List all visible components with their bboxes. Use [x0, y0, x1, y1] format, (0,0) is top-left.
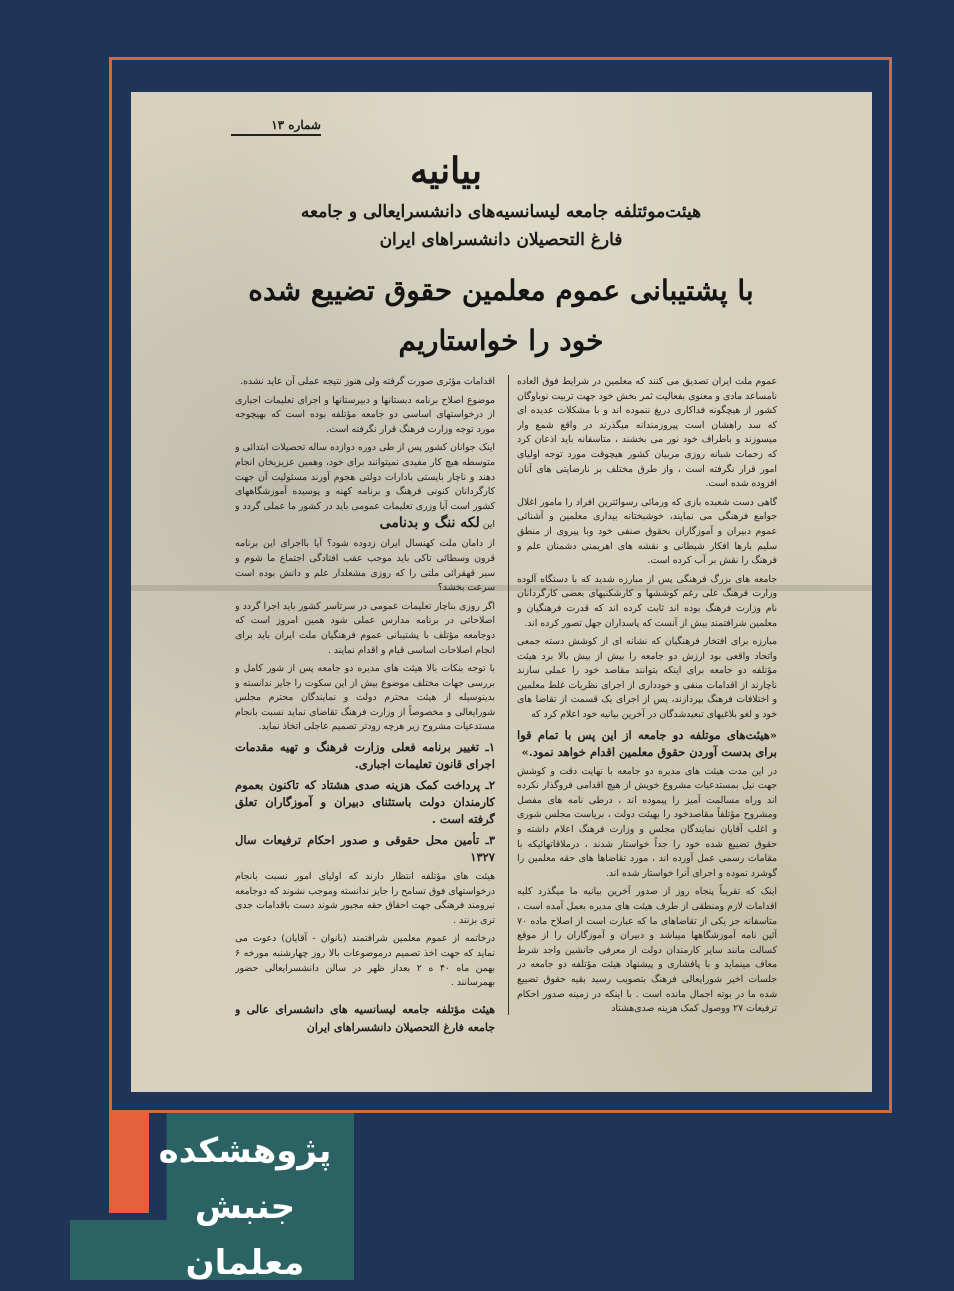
quoted-statement: «هیئت‌های موتلفه دو جامعه از این پس با تمام قوا برای بدست آوردن حقوق معلمین اقدام خواهد نمود.» [517, 727, 777, 759]
brand-line-2: جنبش معلمان [185, 1187, 305, 1283]
paragraph: جامعه های بزرگ فرهنگی پس از مبارزه شدید که با دستگاه آلوده وزارت فرهنگ علی رغم کوششها و کارشکنیهای بعضی کارگردانان نام وزارت فرهنگ بوده اند ثابت کرده اند که قدرت فرهنگیان و معلمین شرافتمند بیش از آنست که پاسداران جهل تصور کرده اند. [517, 573, 777, 629]
subtitle-line-1: هیئت‌موئتلفه جامعه لیسانسیه‌های دانشسرایعالی و جامعه [300, 202, 702, 222]
paragraph-text: اینک جوانان کشور پس از طی دوره دوازده ساله تحصیلات ابتدائی و متوسطه هیچ کار مفیدی نمیتوانند برای خود، وهمین عزیزبخان انجام دهند و ناچار بایستی بادارات دولتی هجوم آورند مسئولیت آن جهت کارگردانان کنونی فرهنگ و برنامه کهنه و پوسیده آموزشگاههای کشور است آیا وزری تعلیمات عمومی باید در کشور ما عملی گردد و این [235, 442, 495, 531]
demand-item-3: ۳ـ تأمین محل حقوقی و صدور احکام ترفیعات سال ۱۳۲۷ [235, 833, 495, 865]
column-divider [508, 375, 509, 1015]
newspaper-page [131, 92, 872, 1092]
paragraph: گاهی دست شعبده بازی که ورمائی رسوائترین افراد را مامور اغلال جوامع فرهنگی می نمایند، خوشبختانه بیداری معلمین و آشنائی عموم دبیران و آموزگاران بحقوق صنفی خود وبا پیروی از منطق سلیم بارها افکار شیطانی و نقشه های اهریمنی دشمنان علم و فرهنگ را نقش بر آب کرده است. [517, 496, 777, 567]
paragraph: اگر روزی بناچار تعلیمات عمومی در سرتاسر کشور باید اجرا گردد و اصلاحاتی در برنامه مدارس عملی شود همین امروز است که دوجامعه مؤتلف با پشتیبانی عموم فرهنگیان ملت ایران باید برای انجام اصلاحات اساسی قیام و اقدام نمایند . [235, 600, 495, 656]
paragraph: موضوع اصلاح برنامه دبستانها و دبیرستانها و اجرای تعلیمات اجباری از درخواستهای اساسی دو جامعه مؤتلفه بوده است که بهیچوجه مورد توجه وزارت فرهنگ قرار نگرفته است. [235, 394, 495, 435]
brand-logo-text [140, 1123, 350, 1291]
page-title: بیانیه [409, 150, 483, 192]
demand-item-2: ۲ـ پرداخت کمک هزینه صدی هشتاد که تاکنون بعموم کارمندان دولت باستثنای دبیران و آموزگاران تعلق گرفته است . [235, 778, 495, 827]
left-text-column [235, 375, 495, 1075]
paragraph: در این مدت هیئت های مدیره دو جامعه با نهایت دقت و کوشش جهت نیل بمستدعیات مشروع خویش از هیچ اقدامی فروگذار نکرده اند وراه مسالمت آمیز را پیموده اند ، درطی نامه های مفصل ومشروح مؤتلفاً مقاصدخود را بهیئت دولت ، بریاست مجلس شوری و اغلب آقایان نمایندگان مجلس و وزارت فرهنگ اعلام داشته و حقوق تضییع شده خود را جداً خواستار شدند ، درملاقاتهائیکه با مقامات رسمی عمل آورده اند ، مورد تقاضاها های حقه معلمین را گوشزد نموده و اجرای آنرا خواستار شده اند. [517, 765, 777, 879]
paragraph: از دامان ملت کهنسال ایران زدوده شود؟ آیا بااجرای این برنامه قرون وسطائی تاکی باید موجب عقب افتادگی اجتماع ما شوم و سیر قهقرائی ملتی را که روزی مشعلدار علم و دانش بوده است سرعت بخشد؟ [235, 538, 495, 594]
brand-line-1: پژوهشکده [158, 1131, 332, 1171]
paragraph: با توجه بنکات بالا هیئت های مدیره دو جامعه پس از شور کامل و بررسی جهات مختلف موضوع بیش از این سکوت را جایز ندانسته و بدینوسیله از هیئت محترم دولت و نمایندگان محترم مجلس شورایعالی و مخصوصاً از وزارت فرهنگ تقاضای نماید نسبت بانجام مستدعیات مشروح زیر هرچه زودتر تصمیم عاجلی اتخاذ نماید. [235, 663, 495, 733]
emphasis-phrase: لکه ننگ و بدنامی [379, 515, 480, 532]
paragraph: عموم ملت ایران تصدیق می کنند که معلمین در شرایط فوق العاده نامساعد مادی و معنوی بفعالیت ثمر بخش خود جهت تربیت نوباوگان کشور از هیچگونه فداکاری دریغ ننموده اند و با مشکلات عدیده ای که سد راهشان است پیروزمندانه میگذرند در واقع شمع وار میسوزند و باطراف خود نور می بخشند ، متاسفانه باید اذعان کرد که زحمات شبانه روزی مربیان کشور هیچوقت مورد توجه اولیای امور قرار نگرفته است ، واز طرق مختلف بر نارضایتی های آنان افزوده شده است. [517, 376, 777, 490]
headline-line-2: خود را خواستاریم [398, 324, 604, 357]
right-text-column [517, 375, 777, 1075]
subtitle-line-2: فارغ التحصیلان دانشسراهای ایران [379, 230, 623, 250]
signature-block: هیئت مؤتلفه جامعه لیسانسیه های دانشسرای عالی و جامعه فارغ التحصیلان دانشسراهای ایران [235, 1002, 495, 1034]
paragraph [235, 441, 495, 533]
paragraph: مبارزه برای افتخار فرهنگیان که نشانه ای از کوشش دسته جمعی واتحاد واقعی بود ارزش دو جامعه را بیش از بیش بالا برد هیئت مؤتلفه دو جامعه برای اینکه بتوانند مقاصد خود را عملی سازند ناچارند از اقدامات منفی و خودداری از اجرای نظریات غلط معلمین و اختلافات فرهنگ بپردازند، پس از اجرای یک قسمت از تقاضا های خود و لغو بلاغیهای تبعیدشدگان در آخرین بیانیه خود اعلام کرد که [517, 636, 777, 721]
issue-number: شماره ۱۳ [231, 118, 321, 136]
paragraph: اینک که تقریباً پنجاه روز از صدور آخرین بیانیه ما میگذرد کلیه اقدامات لازم ومنطقی از طرف هیئت های مدیره بعمل آمده است ، متاسفانه جز یکی از تقاضاهای ما که عبارت است از اصلاح ماده ۷۰ آئین نامه آموزشگاهها میباشد و دبیران و آموزگاران را از موقع کسالت مانند سایر کارمندان دولت از معرفی جانشین واجد شرط معاف مینماید و با پافشاری و پیشنهاد هیئت مؤتلفه دو جامعه در جلسات اخیر شورایعالی فرهنگ بتصویب رسید بقیه حقوق تضییع شده ما در بوته اجمال مانده است . با اینکه در زمینه صدور احکام ترفیعات ۲۷ ووصول کمک هزینه صدی‌هشتاد [517, 886, 777, 1015]
paragraph: هیئت های مؤتلفه انتظار دارند که اولیای امور نسبت بانجام درخواستهای فوق تسامح را جایز ندانسته وموجب نشوند که دوجامعه نیرومند فرهنگی جهت احقاق حقه مجبور شوند دست باقدامات جدی تری بزنند . [235, 871, 495, 926]
demand-item-1: ۱ـ تغییر برنامه فعلی وزارت فرهنگ و تهیه مقدمات اجرای قانون تعلیمات اجباری. [235, 740, 495, 772]
paragraph: درخاتمه از عموم معلمین شرافتمند (بانوان - آقایان) دعوت می نماید که جهت اخذ تصمیم درموضوعات بالا روز چهارشنبه مورخه ۶ بهمن ماه ۴۰ ه ۲ بعداز ظهر در سالن دانشسرایعالی حضور بهمرسانند . [235, 933, 495, 989]
headline-line-1: با پشتیبانی عموم معلمین حقوق تضییع شده [248, 274, 754, 307]
paragraph: اقدامات مؤثری صورت گرفته ولی هنوز نتیجه عملی آن عاید نشده. [240, 376, 495, 387]
